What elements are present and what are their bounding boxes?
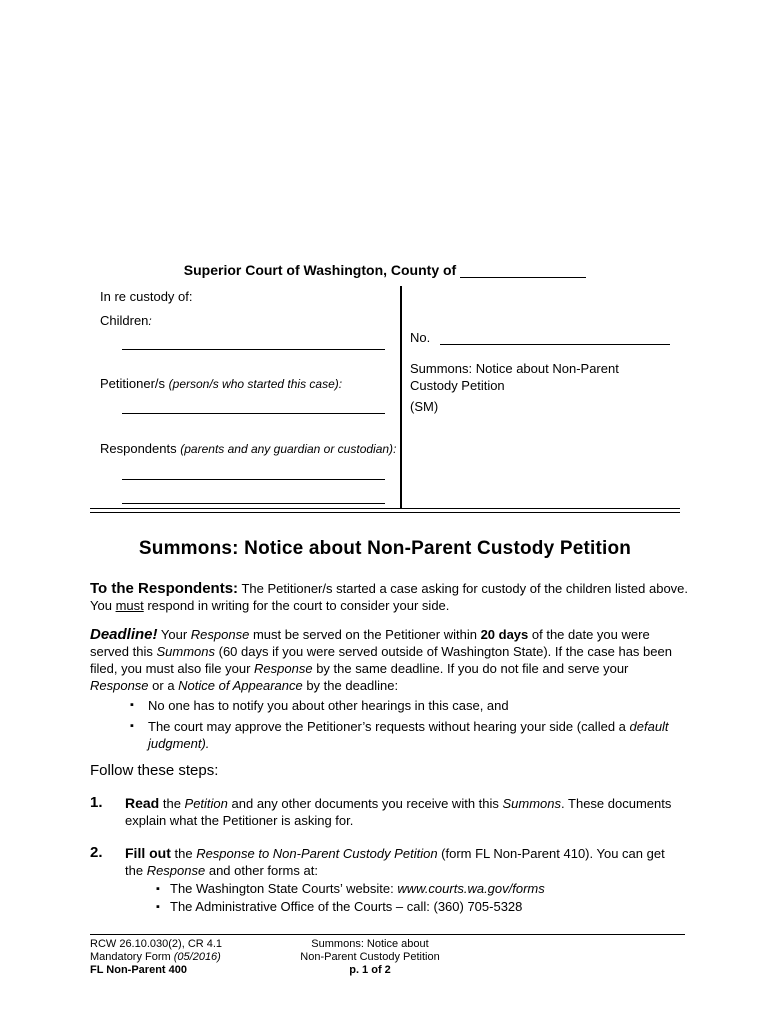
main-title: Summons: Notice about Non-Parent Custody Petition: [138, 538, 632, 559]
step-2-bold: Fill out: [125, 845, 171, 861]
step-2-t2: (form FL Non-Parent 410). You can get the: [125, 846, 665, 878]
step-1-bold: Read: [125, 795, 160, 811]
respondents-text-2: respond in writing for the court to consider your side.: [143, 598, 450, 613]
deadline-response-3: Response: [90, 678, 149, 693]
step-2-text: [125, 845, 685, 879]
step-2-sublist: [156, 880, 676, 916]
petitioner-colon: :: [338, 377, 343, 391]
footer-title-1: Summons: Notice about: [311, 938, 429, 950]
footer-mandatory: [90, 951, 222, 964]
step-2-bullet-2: ▪ The Administrative Office of the Courts – call: (360) 705-5328: [156, 898, 676, 916]
court-title-text: Superior Court of Washington, County of: [183, 262, 457, 278]
step-2-form: Response to Non-Parent Custody Petition: [196, 846, 438, 861]
respondents-colon: :: [393, 442, 397, 456]
deadline-t1: Your: [157, 627, 191, 642]
footer-mandatory-text: Mandatory Form: [90, 951, 174, 963]
deadline-days: 20 days: [480, 627, 529, 642]
step-1-t2: and any other documents you receive with this: [227, 796, 503, 811]
step-1-text: [125, 795, 685, 829]
petitioner-note: (person/s who started this case): [168, 377, 339, 391]
children-line: [122, 349, 385, 350]
deadline-lead: Deadline!: [90, 626, 158, 643]
step-1-t1: the: [159, 796, 185, 811]
petitioner-line: [122, 413, 385, 414]
court-title: [0, 262, 770, 278]
footer-rcw: RCW 26.10.030(2), CR 4.1: [90, 938, 223, 950]
respondents-text-1: The Petitioner/s started a case asking for custody of the children listed above. You: [90, 581, 689, 613]
deadline-paragraph: [90, 626, 690, 694]
children-label-text: Children: [100, 313, 149, 328]
caption-bottom-rule: [90, 508, 680, 513]
case-no-label: No.: [410, 330, 431, 345]
doc-code: (SM): [410, 399, 439, 414]
respondents-label: [100, 441, 396, 456]
doc-title-line2: Custody Petition: [410, 378, 505, 393]
step-1-petition: Petition: [184, 796, 228, 811]
step-1-number: 1.: [90, 794, 103, 811]
deadline-t4: (60 days if you were served outside of Washington State). If the case has been filed, you must also file your: [90, 644, 672, 676]
deadline-t3: of the date you were served this: [90, 627, 650, 659]
must-underlined: must: [115, 598, 144, 613]
case-no-line: [440, 344, 670, 345]
footer-form-no: FL Non-Parent 400: [90, 964, 187, 976]
follow-steps: Follow these steps:: [90, 762, 219, 779]
footer-mandatory-date: (05/2016): [173, 951, 221, 963]
footer-page: p. 1 of 2: [349, 964, 391, 976]
respondents-note: (parents and any guardian or custodian): [180, 442, 394, 456]
step-2-bullet-1-text: The Washington State Courts’ website:: [170, 881, 398, 896]
footer-center: [270, 938, 470, 977]
deadline-response-2: Response: [254, 661, 313, 676]
respondents-paragraph: [90, 580, 690, 614]
respondent-line-1: [122, 479, 385, 480]
step-1-summons: Summons: [502, 796, 562, 811]
step-2-bullet-1: [156, 880, 676, 898]
in-re-label: In re custody of:: [100, 289, 193, 304]
caption-divider: [400, 286, 402, 508]
deadline-bullet-1: ▪ No one has to notify you about other hearings in this case, and: [130, 697, 690, 714]
footer-rule: [90, 934, 685, 935]
doc-title-box: [410, 360, 619, 415]
step-2-response: Response: [146, 863, 206, 878]
deadline-t7: by the deadline:: [302, 678, 399, 693]
step-1-t3: . These documents explain what the Petitioner is asking for.: [125, 796, 672, 828]
deadline-t5: by the same deadline. If you do not file and serve your: [312, 661, 629, 676]
step-2-t3: and other forms at:: [205, 863, 318, 878]
deadline-bullet-2: [130, 718, 690, 752]
deadline-notice: Notice of Appearance: [178, 678, 303, 693]
respondent-line-2: [122, 503, 385, 504]
deadline-bullet-2-italic: default judgment).: [148, 719, 669, 751]
deadline-bullet-2-text: The court may approve the Petitioner’s requests without hearing your side (called a: [148, 719, 630, 734]
step-2-number: 2.: [90, 844, 103, 861]
courts-website-link[interactable]: www.courts.wa.gov/forms: [397, 881, 545, 896]
petitioner-label-text: Petitioner/s: [100, 376, 166, 391]
respondents-lead: To the Respondents:: [90, 580, 239, 597]
deadline-t2: must be served on the Petitioner within: [249, 627, 481, 642]
deadline-t6: or a: [148, 678, 179, 693]
children-colon: :: [148, 314, 152, 328]
doc-title-line1: Summons: Notice about Non-Parent: [410, 361, 619, 376]
county-blank: [460, 263, 586, 278]
deadline-response-1: Response: [190, 627, 250, 642]
footer-left: [90, 938, 222, 977]
deadline-bullets: [130, 697, 690, 756]
respondents-label-text: Respondents: [100, 441, 177, 456]
deadline-summons: Summons: [156, 644, 216, 659]
petitioner-label: [100, 376, 342, 391]
footer-title-2: Non-Parent Custody Petition: [300, 951, 440, 963]
children-label: [100, 313, 152, 328]
step-2-t1: the: [170, 846, 197, 861]
